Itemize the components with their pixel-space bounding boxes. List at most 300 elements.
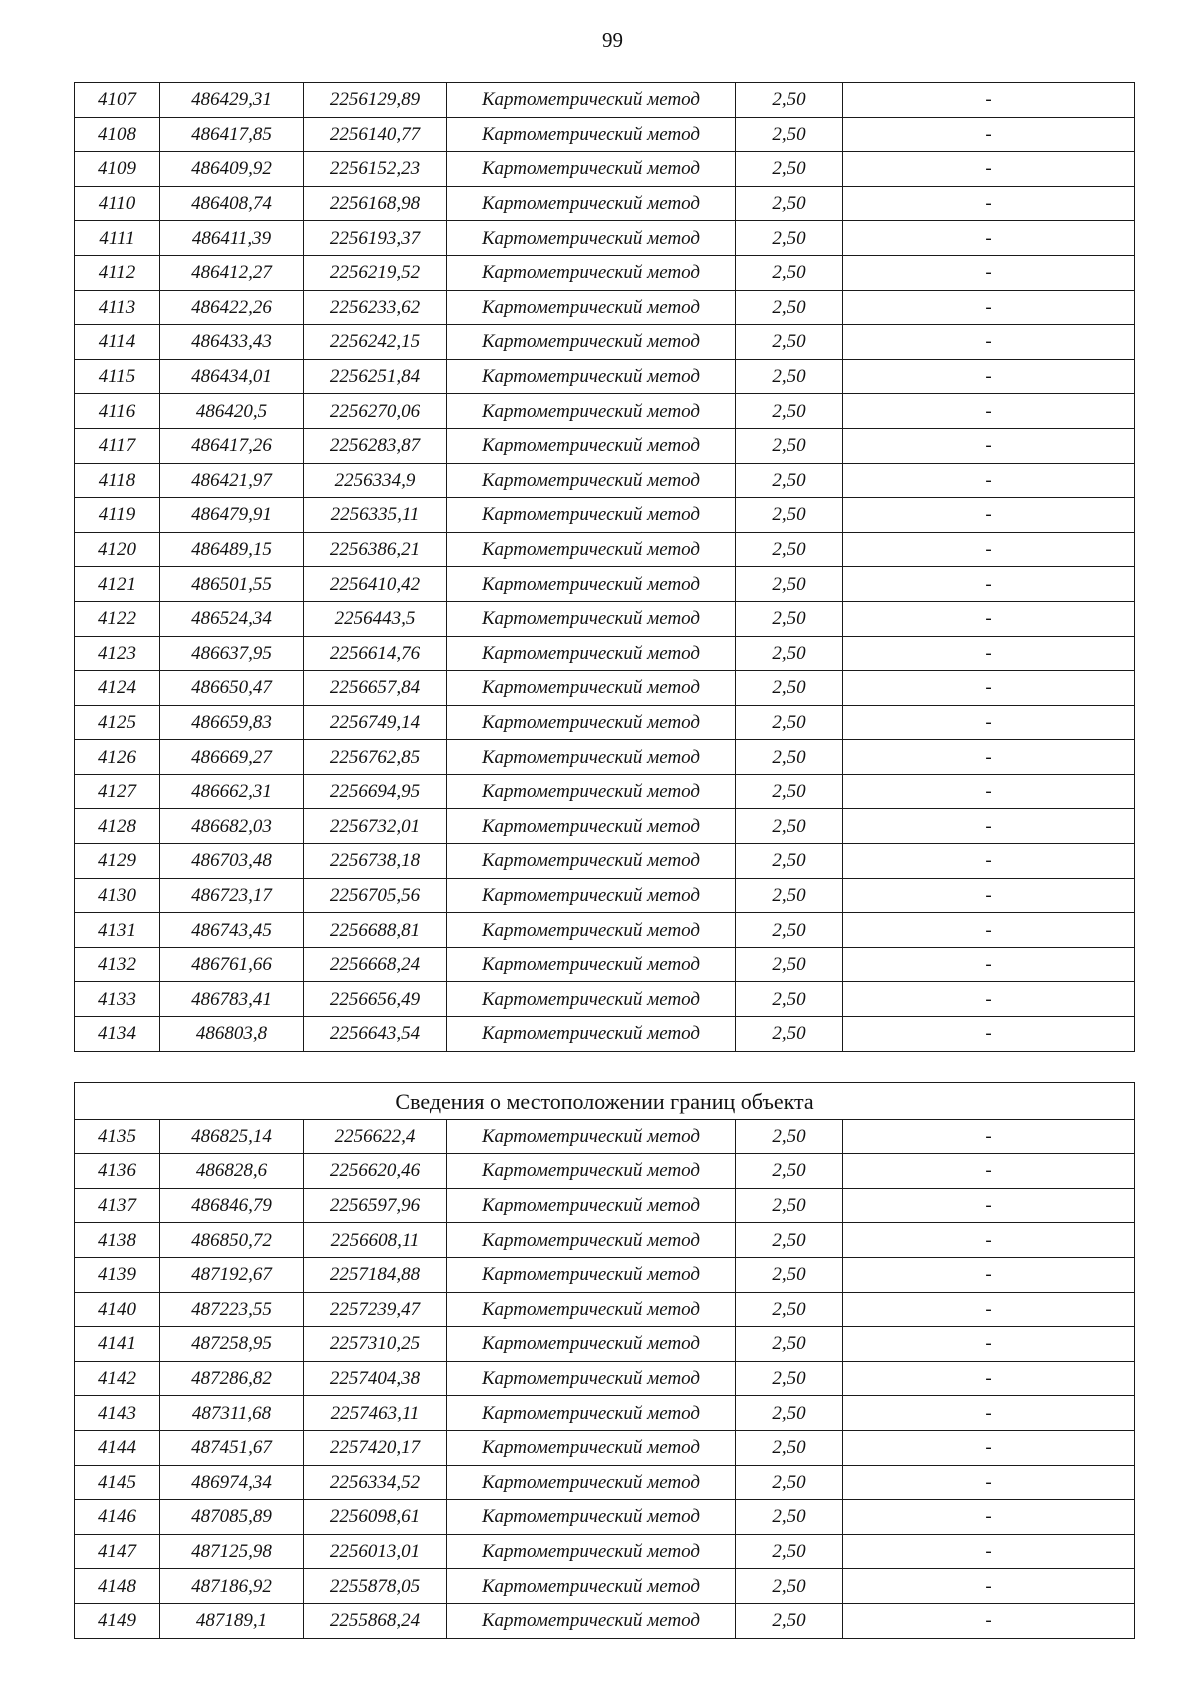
x-coordinate-cell: 486825,14: [160, 1119, 304, 1154]
y-coordinate-cell: 2256140,77: [304, 117, 447, 152]
table-row: [75, 809, 1135, 844]
point-number-cell: 4134: [75, 1017, 160, 1052]
description-cell: -: [843, 463, 1135, 498]
point-number-cell: 4131: [75, 913, 160, 948]
description-cell: -: [843, 255, 1135, 290]
accuracy-cell: 2,50: [736, 463, 843, 498]
point-number-cell: 4116: [75, 394, 160, 429]
method-cell: Картометрический метод: [447, 117, 736, 152]
accuracy-cell: 2,50: [736, 152, 843, 187]
method-cell: Картометрический метод: [447, 152, 736, 187]
point-number-cell: 4114: [75, 325, 160, 360]
method-cell: Картометрический метод: [447, 1569, 736, 1604]
method-cell: Картометрический метод: [447, 567, 736, 602]
accuracy-cell: 2,50: [736, 705, 843, 740]
point-number-cell: 4135: [75, 1119, 160, 1154]
description-cell: -: [843, 913, 1135, 948]
x-coordinate-cell: 486433,43: [160, 325, 304, 360]
table-row: [75, 671, 1135, 706]
x-coordinate-cell: 486662,31: [160, 774, 304, 809]
accuracy-cell: 2,50: [736, 1534, 843, 1569]
accuracy-cell: 2,50: [736, 394, 843, 429]
description-cell: -: [843, 394, 1135, 429]
method-cell: Картометрический метод: [447, 1465, 736, 1500]
description-cell: -: [843, 1500, 1135, 1535]
table-row: [75, 1361, 1135, 1396]
description-cell: -: [843, 982, 1135, 1017]
table-row: [75, 705, 1135, 740]
point-number-cell: 4143: [75, 1396, 160, 1431]
point-number-cell: 4123: [75, 636, 160, 671]
description-cell: -: [843, 1292, 1135, 1327]
x-coordinate-cell: 486429,31: [160, 83, 304, 118]
y-coordinate-cell: 2256622,4: [304, 1119, 447, 1154]
y-coordinate-cell: 2257184,88: [304, 1257, 447, 1292]
y-coordinate-cell: 2256386,21: [304, 532, 447, 567]
description-cell: -: [843, 290, 1135, 325]
accuracy-cell: 2,50: [736, 636, 843, 671]
x-coordinate-cell: 486659,83: [160, 705, 304, 740]
y-coordinate-cell: 2256656,49: [304, 982, 447, 1017]
point-number-cell: 4132: [75, 947, 160, 982]
description-cell: -: [843, 636, 1135, 671]
point-number-cell: 4147: [75, 1534, 160, 1569]
point-number-cell: 4111: [75, 221, 160, 256]
method-cell: Картометрический метод: [447, 844, 736, 879]
x-coordinate-cell: 486411,39: [160, 221, 304, 256]
accuracy-cell: 2,50: [736, 878, 843, 913]
x-coordinate-cell: 486974,34: [160, 1465, 304, 1500]
accuracy-cell: 2,50: [736, 982, 843, 1017]
description-cell: -: [843, 601, 1135, 636]
point-number-cell: 4117: [75, 428, 160, 463]
y-coordinate-cell: 2256694,95: [304, 774, 447, 809]
method-cell: Картометрический метод: [447, 601, 736, 636]
y-coordinate-cell: 2257404,38: [304, 1361, 447, 1396]
description-cell: -: [843, 1257, 1135, 1292]
method-cell: Картометрический метод: [447, 1327, 736, 1362]
accuracy-cell: 2,50: [736, 567, 843, 602]
x-coordinate-cell: 486723,17: [160, 878, 304, 913]
method-cell: Картометрический метод: [447, 290, 736, 325]
y-coordinate-cell: 2256614,76: [304, 636, 447, 671]
x-coordinate-cell: 486412,27: [160, 255, 304, 290]
accuracy-cell: 2,50: [736, 532, 843, 567]
accuracy-cell: 2,50: [736, 947, 843, 982]
accuracy-cell: 2,50: [736, 1257, 843, 1292]
point-number-cell: 4122: [75, 601, 160, 636]
accuracy-cell: 2,50: [736, 290, 843, 325]
table-row: [75, 1327, 1135, 1362]
x-coordinate-cell: 486803,8: [160, 1017, 304, 1052]
table-row: [75, 83, 1135, 118]
table-body: [75, 83, 1135, 1052]
point-number-cell: 4109: [75, 152, 160, 187]
accuracy-cell: 2,50: [736, 913, 843, 948]
y-coordinate-cell: 2256335,11: [304, 498, 447, 533]
description-cell: -: [843, 359, 1135, 394]
y-coordinate-cell: 2256620,46: [304, 1154, 447, 1189]
table-row: [75, 532, 1135, 567]
x-coordinate-cell: 486422,26: [160, 290, 304, 325]
description-cell: -: [843, 532, 1135, 567]
method-cell: Картометрический метод: [447, 1292, 736, 1327]
method-cell: Картометрический метод: [447, 1188, 736, 1223]
description-cell: -: [843, 740, 1135, 775]
method-cell: Картометрический метод: [447, 1257, 736, 1292]
table-row: [75, 1500, 1135, 1535]
description-cell: -: [843, 1017, 1135, 1052]
y-coordinate-cell: 2256129,89: [304, 83, 447, 118]
y-coordinate-cell: 2257310,25: [304, 1327, 447, 1362]
table-row: [75, 947, 1135, 982]
table-row: [75, 601, 1135, 636]
point-number-cell: 4110: [75, 186, 160, 221]
point-number-cell: 4115: [75, 359, 160, 394]
y-coordinate-cell: 2256762,85: [304, 740, 447, 775]
method-cell: Картометрический метод: [447, 774, 736, 809]
method-cell: Картометрический метод: [447, 1119, 736, 1154]
x-coordinate-cell: 486761,66: [160, 947, 304, 982]
point-number-cell: 4113: [75, 290, 160, 325]
table-row: [75, 774, 1135, 809]
x-coordinate-cell: 486501,55: [160, 567, 304, 602]
table-row: [75, 117, 1135, 152]
point-number-cell: 4118: [75, 463, 160, 498]
point-number-cell: 4139: [75, 1257, 160, 1292]
y-coordinate-cell: 2256270,06: [304, 394, 447, 429]
description-cell: -: [843, 878, 1135, 913]
table-row: [75, 878, 1135, 913]
method-cell: Картометрический метод: [447, 878, 736, 913]
accuracy-cell: 2,50: [736, 740, 843, 775]
point-number-cell: 4148: [75, 1569, 160, 1604]
point-number-cell: 4140: [75, 1292, 160, 1327]
accuracy-cell: 2,50: [736, 1154, 843, 1189]
accuracy-cell: 2,50: [736, 325, 843, 360]
table-row: [75, 290, 1135, 325]
method-cell: Картометрический метод: [447, 1534, 736, 1569]
table-row: [75, 152, 1135, 187]
y-coordinate-cell: 2256251,84: [304, 359, 447, 394]
accuracy-cell: 2,50: [736, 1188, 843, 1223]
method-cell: Картометрический метод: [447, 1361, 736, 1396]
x-coordinate-cell: 486421,97: [160, 463, 304, 498]
method-cell: Картометрический метод: [447, 1500, 736, 1535]
y-coordinate-cell: 2256688,81: [304, 913, 447, 948]
table-row: [75, 463, 1135, 498]
accuracy-cell: 2,50: [736, 671, 843, 706]
y-coordinate-cell: 2257239,47: [304, 1292, 447, 1327]
method-cell: Картометрический метод: [447, 325, 736, 360]
table-row: [75, 1292, 1135, 1327]
accuracy-cell: 2,50: [736, 117, 843, 152]
accuracy-cell: 2,50: [736, 83, 843, 118]
description-cell: -: [843, 1361, 1135, 1396]
point-number-cell: 4125: [75, 705, 160, 740]
point-number-cell: 4149: [75, 1603, 160, 1638]
accuracy-cell: 2,50: [736, 1292, 843, 1327]
x-coordinate-cell: 486434,01: [160, 359, 304, 394]
x-coordinate-cell: 487451,67: [160, 1430, 304, 1465]
section-title: Сведения о местоположении границ объекта: [75, 1083, 1135, 1120]
point-number-cell: 4126: [75, 740, 160, 775]
accuracy-cell: 2,50: [736, 1603, 843, 1638]
x-coordinate-cell: 487125,98: [160, 1534, 304, 1569]
description-cell: -: [843, 1119, 1135, 1154]
point-number-cell: 4133: [75, 982, 160, 1017]
table-row: [75, 636, 1135, 671]
description-cell: -: [843, 1534, 1135, 1569]
accuracy-cell: 2,50: [736, 498, 843, 533]
description-cell: -: [843, 428, 1135, 463]
accuracy-cell: 2,50: [736, 1500, 843, 1535]
x-coordinate-cell: 486420,5: [160, 394, 304, 429]
method-cell: Картометрический метод: [447, 1154, 736, 1189]
point-number-cell: 4121: [75, 567, 160, 602]
method-cell: Картометрический метод: [447, 83, 736, 118]
description-cell: -: [843, 1188, 1135, 1223]
description-cell: -: [843, 1430, 1135, 1465]
table-row: [75, 186, 1135, 221]
table-row: [75, 913, 1135, 948]
y-coordinate-cell: 2256193,37: [304, 221, 447, 256]
method-cell: Картометрический метод: [447, 1430, 736, 1465]
table-row: [75, 1223, 1135, 1258]
accuracy-cell: 2,50: [736, 1119, 843, 1154]
x-coordinate-cell: 486409,92: [160, 152, 304, 187]
method-cell: Картометрический метод: [447, 705, 736, 740]
method-cell: Картометрический метод: [447, 740, 736, 775]
x-coordinate-cell: 486850,72: [160, 1223, 304, 1258]
point-number-cell: 4124: [75, 671, 160, 706]
y-coordinate-cell: 2257463,11: [304, 1396, 447, 1431]
description-cell: -: [843, 774, 1135, 809]
description-cell: -: [843, 186, 1135, 221]
method-cell: Картометрический метод: [447, 913, 736, 948]
y-coordinate-cell: 2256443,5: [304, 601, 447, 636]
y-coordinate-cell: 2256608,11: [304, 1223, 447, 1258]
point-number-cell: 4128: [75, 809, 160, 844]
table-row: [75, 1257, 1135, 1292]
y-coordinate-cell: 2256657,84: [304, 671, 447, 706]
method-cell: Картометрический метод: [447, 498, 736, 533]
method-cell: Картометрический метод: [447, 1396, 736, 1431]
description-cell: -: [843, 671, 1135, 706]
method-cell: Картометрический метод: [447, 947, 736, 982]
accuracy-cell: 2,50: [736, 1569, 843, 1604]
y-coordinate-cell: 2256152,23: [304, 152, 447, 187]
x-coordinate-cell: 486828,6: [160, 1154, 304, 1189]
description-cell: -: [843, 1396, 1135, 1431]
description-cell: -: [843, 1154, 1135, 1189]
description-cell: -: [843, 325, 1135, 360]
point-number-cell: 4112: [75, 255, 160, 290]
point-number-cell: 4130: [75, 878, 160, 913]
y-coordinate-cell: 2256013,01: [304, 1534, 447, 1569]
y-coordinate-cell: 2256597,96: [304, 1188, 447, 1223]
description-cell: -: [843, 844, 1135, 879]
point-number-cell: 4137: [75, 1188, 160, 1223]
table-row: [75, 428, 1135, 463]
table-row: [75, 221, 1135, 256]
description-cell: -: [843, 809, 1135, 844]
method-cell: Картометрический метод: [447, 186, 736, 221]
accuracy-cell: 2,50: [736, 1361, 843, 1396]
method-cell: Картометрический метод: [447, 1223, 736, 1258]
x-coordinate-cell: 486669,27: [160, 740, 304, 775]
table-row: [75, 255, 1135, 290]
y-coordinate-cell: 2256643,54: [304, 1017, 447, 1052]
y-coordinate-cell: 2257420,17: [304, 1430, 447, 1465]
accuracy-cell: 2,50: [736, 809, 843, 844]
method-cell: Картометрический метод: [447, 255, 736, 290]
description-cell: -: [843, 1223, 1135, 1258]
x-coordinate-cell: 487085,89: [160, 1500, 304, 1535]
y-coordinate-cell: 2256749,14: [304, 705, 447, 740]
point-number-cell: 4108: [75, 117, 160, 152]
x-coordinate-cell: 486650,47: [160, 671, 304, 706]
x-coordinate-cell: 486846,79: [160, 1188, 304, 1223]
description-cell: -: [843, 705, 1135, 740]
accuracy-cell: 2,50: [736, 1396, 843, 1431]
description-cell: -: [843, 947, 1135, 982]
x-coordinate-cell: 486703,48: [160, 844, 304, 879]
method-cell: Картометрический метод: [447, 359, 736, 394]
accuracy-cell: 2,50: [736, 359, 843, 394]
description-cell: -: [843, 117, 1135, 152]
y-coordinate-cell: 2256668,24: [304, 947, 447, 982]
x-coordinate-cell: 486489,15: [160, 532, 304, 567]
x-coordinate-cell: 487223,55: [160, 1292, 304, 1327]
point-number-cell: 4145: [75, 1465, 160, 1500]
y-coordinate-cell: 2255868,24: [304, 1603, 447, 1638]
x-coordinate-cell: 486417,26: [160, 428, 304, 463]
point-number-cell: 4142: [75, 1361, 160, 1396]
table-row: [75, 394, 1135, 429]
method-cell: Картометрический метод: [447, 428, 736, 463]
accuracy-cell: 2,50: [736, 1430, 843, 1465]
table-row: [75, 1430, 1135, 1465]
accuracy-cell: 2,50: [736, 774, 843, 809]
description-cell: -: [843, 1603, 1135, 1638]
table-row: [75, 1603, 1135, 1638]
method-cell: Картометрический метод: [447, 636, 736, 671]
point-number-cell: 4119: [75, 498, 160, 533]
accuracy-cell: 2,50: [736, 221, 843, 256]
point-number-cell: 4138: [75, 1223, 160, 1258]
description-cell: -: [843, 1569, 1135, 1604]
accuracy-cell: 2,50: [736, 1223, 843, 1258]
table-row: [75, 844, 1135, 879]
y-coordinate-cell: 2256732,01: [304, 809, 447, 844]
method-cell: Картометрический метод: [447, 394, 736, 429]
point-number-cell: 4107: [75, 83, 160, 118]
x-coordinate-cell: 487286,82: [160, 1361, 304, 1396]
table-row: [75, 1119, 1135, 1154]
accuracy-cell: 2,50: [736, 1465, 843, 1500]
table-row: [75, 1396, 1135, 1431]
y-coordinate-cell: 2256283,87: [304, 428, 447, 463]
x-coordinate-cell: 486743,45: [160, 913, 304, 948]
y-coordinate-cell: 2256098,61: [304, 1500, 447, 1535]
y-coordinate-cell: 2256334,52: [304, 1465, 447, 1500]
table-row: [75, 498, 1135, 533]
point-number-cell: 4141: [75, 1327, 160, 1362]
accuracy-cell: 2,50: [736, 255, 843, 290]
table-row: [75, 1188, 1135, 1223]
page-number: 99: [602, 28, 623, 52]
x-coordinate-cell: 486524,34: [160, 601, 304, 636]
description-cell: -: [843, 1327, 1135, 1362]
method-cell: Картометрический метод: [447, 671, 736, 706]
accuracy-cell: 2,50: [736, 1017, 843, 1052]
table-row: [75, 325, 1135, 360]
x-coordinate-cell: 487258,95: [160, 1327, 304, 1362]
accuracy-cell: 2,50: [736, 1327, 843, 1362]
y-coordinate-cell: 2256738,18: [304, 844, 447, 879]
point-number-cell: 4136: [75, 1154, 160, 1189]
method-cell: Картометрический метод: [447, 221, 736, 256]
section-header-row: [75, 1083, 1135, 1120]
x-coordinate-cell: 486637,95: [160, 636, 304, 671]
y-coordinate-cell: 2256233,62: [304, 290, 447, 325]
y-coordinate-cell: 2256410,42: [304, 567, 447, 602]
description-cell: -: [843, 567, 1135, 602]
x-coordinate-cell: 486682,03: [160, 809, 304, 844]
description-cell: -: [843, 221, 1135, 256]
y-coordinate-cell: 2256168,98: [304, 186, 447, 221]
table-row: [75, 359, 1135, 394]
x-coordinate-cell: 487192,67: [160, 1257, 304, 1292]
point-number-cell: 4120: [75, 532, 160, 567]
coordinates-table: [74, 82, 1135, 1052]
description-cell: -: [843, 83, 1135, 118]
method-cell: Картометрический метод: [447, 809, 736, 844]
x-coordinate-cell: 487311,68: [160, 1396, 304, 1431]
method-cell: Картометрический метод: [447, 982, 736, 1017]
point-number-cell: 4127: [75, 774, 160, 809]
x-coordinate-cell: 486408,74: [160, 186, 304, 221]
method-cell: Картометрический метод: [447, 463, 736, 498]
table-row: [75, 1154, 1135, 1189]
table-row: [75, 982, 1135, 1017]
method-cell: Картометрический метод: [447, 532, 736, 567]
x-coordinate-cell: 486479,91: [160, 498, 304, 533]
accuracy-cell: 2,50: [736, 601, 843, 636]
table-row: [75, 1534, 1135, 1569]
accuracy-cell: 2,50: [736, 186, 843, 221]
y-coordinate-cell: 2255878,05: [304, 1569, 447, 1604]
table-row: [75, 1465, 1135, 1500]
table-row: [75, 1017, 1135, 1052]
x-coordinate-cell: 486783,41: [160, 982, 304, 1017]
point-number-cell: 4144: [75, 1430, 160, 1465]
table-row: [75, 567, 1135, 602]
method-cell: Картометрический метод: [447, 1017, 736, 1052]
boundary-table: [74, 1082, 1135, 1639]
point-number-cell: 4129: [75, 844, 160, 879]
table-row: [75, 740, 1135, 775]
x-coordinate-cell: 486417,85: [160, 117, 304, 152]
y-coordinate-cell: 2256705,56: [304, 878, 447, 913]
point-number-cell: 4146: [75, 1500, 160, 1535]
accuracy-cell: 2,50: [736, 844, 843, 879]
table-body: [75, 1119, 1135, 1638]
y-coordinate-cell: 2256334,9: [304, 463, 447, 498]
x-coordinate-cell: 487186,92: [160, 1569, 304, 1604]
y-coordinate-cell: 2256219,52: [304, 255, 447, 290]
